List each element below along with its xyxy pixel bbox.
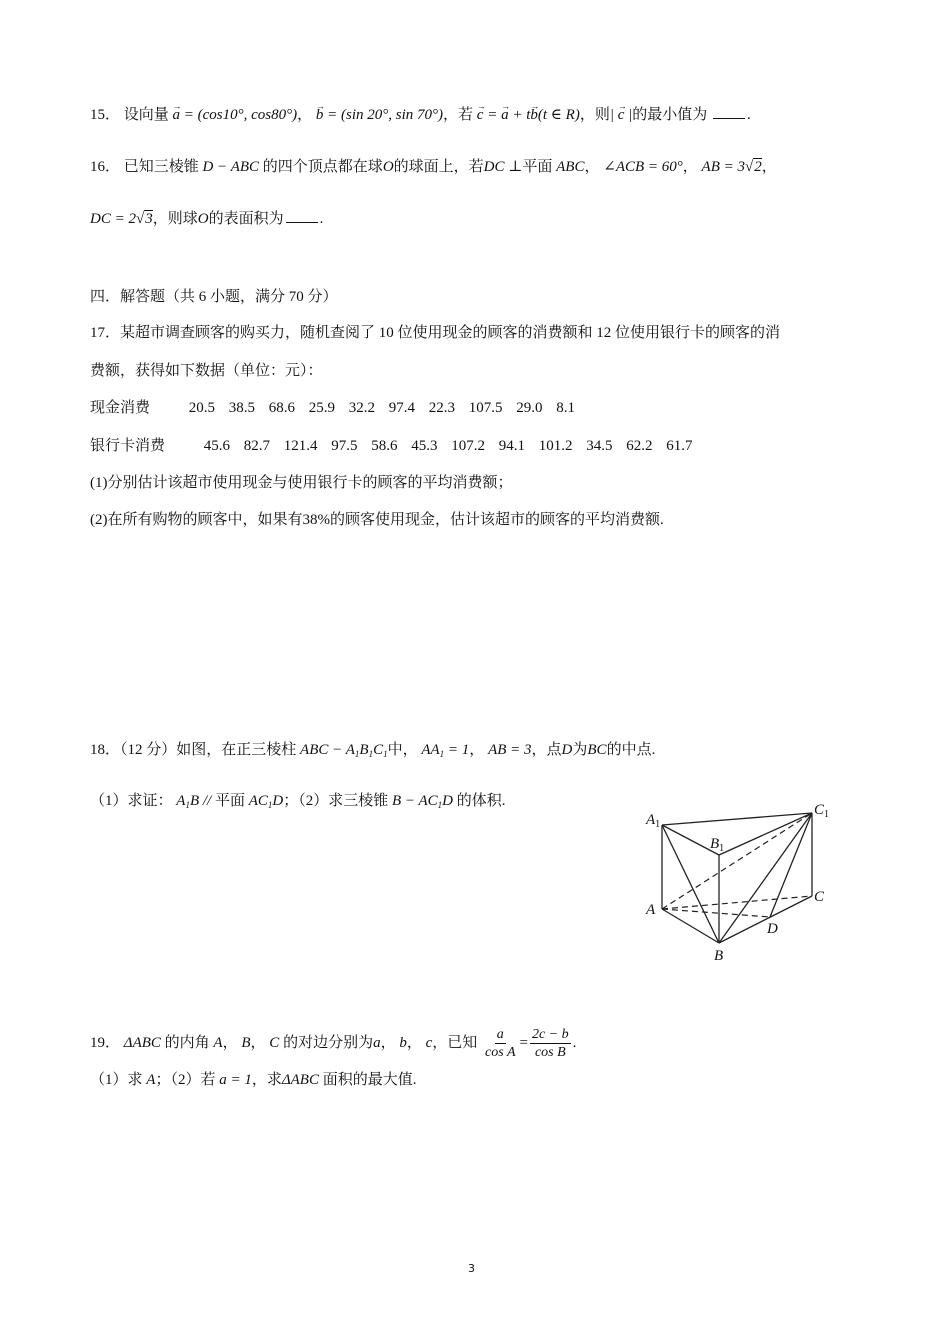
q16-sep: ， (682, 159, 698, 175)
q17-part1: (1)分别估计该超市使用现金与使用银行卡的顾客的平均消费额； (90, 475, 513, 491)
q18-text: 中， (387, 742, 418, 758)
card-value: 61.7 (666, 438, 693, 454)
cash-value: 8.1 (556, 400, 575, 416)
q15-sep: ，若 (443, 107, 474, 123)
q16-sep: ， (761, 159, 777, 175)
q18-pyr: $B - AC_1D$ (391, 793, 454, 810)
cash-value: 97.4 (388, 400, 415, 416)
q16-text: 已知三棱锥 (123, 159, 199, 175)
q18-d: D (561, 742, 573, 758)
label-c: C (814, 889, 825, 905)
q16-text: 的球面上，若 (393, 159, 484, 175)
q16-text: 平面 (522, 159, 553, 175)
answer-blank[interactable] (286, 208, 318, 223)
q19-part2: ；（2）若 (155, 1072, 216, 1088)
label-b: B (714, 948, 724, 964)
q18-text: 平面 (214, 793, 245, 809)
q19-sep: ， (380, 1035, 396, 1051)
cash-value: 38.5 (228, 400, 255, 416)
card-value: 58.6 (371, 438, 398, 454)
q19-sep: ， (222, 1035, 238, 1051)
q15-sep: ， (297, 107, 313, 123)
q16-angle: ∠ACB = 60° (603, 159, 683, 175)
q17-line1: 17．某超市调查顾客的购买力，随机查阅了 10 位使用现金的顾客的消费额和 12 位使用银行卡的顾客的消 (90, 325, 781, 341)
cash-value: 20.5 (188, 400, 215, 416)
q15-prefix: 设向量 (123, 107, 169, 123)
q15-end: . (747, 107, 751, 123)
card-value: 97.5 (331, 438, 358, 454)
q18-text: 如图，在正三棱柱 (176, 742, 297, 758)
card-value: 121.4 (283, 438, 318, 454)
q16-sep: ， (584, 159, 600, 175)
q15-sep: ，则 (579, 107, 610, 123)
q19-text: ，求 (251, 1072, 282, 1088)
equals-sign: = (519, 1035, 528, 1051)
cash-value: 32.2 (348, 400, 375, 416)
q19-sep: ， (250, 1035, 266, 1051)
q16-text: 的四个顶点都在球 (262, 159, 383, 175)
question-19-parts (90, 1070, 417, 1090)
q16-end: . (319, 211, 324, 227)
q15-vector-c: → c = → a + t→ b(t ∈ R) (477, 107, 580, 123)
q18-text: 为 (572, 742, 588, 758)
fraction-a-over-cosA: $\frac{a}{\text{cos A}}$ (485, 1027, 516, 1061)
q18-aa1: $AA_1 = 1$ (421, 742, 470, 759)
question-19 (90, 1025, 576, 1061)
q19-cond: a = 1 (219, 1072, 252, 1088)
label-a1: $A_1$ (646, 812, 661, 830)
q16-text: 的表面积为 (208, 211, 284, 227)
q19-text: 的对边分别为 (283, 1035, 374, 1051)
q17-line2: 费额，获得如下数据（单位：元）： (90, 363, 323, 379)
question-16-cont (90, 208, 323, 229)
q16-perp: DC ⊥ (483, 159, 523, 175)
q19-var: A (146, 1072, 156, 1088)
q18-number: 18． (90, 742, 121, 758)
q16-plane: ABC (556, 159, 585, 175)
card-value: 45.3 (411, 438, 438, 454)
question-18 (90, 740, 655, 764)
q16-sphere: O (382, 159, 394, 175)
q16-dc: DC = 2√3 (90, 211, 153, 227)
q18-bc: BC (587, 742, 607, 758)
q19-sep: ， (406, 1035, 422, 1051)
q18-score: （12 分） (120, 742, 177, 758)
q18-ab: AB = 3 (488, 742, 532, 758)
q16-text: ，则球 (152, 211, 198, 227)
question-16 (90, 157, 777, 177)
q19-number: 19． (90, 1035, 121, 1051)
q19-var: c (425, 1035, 433, 1051)
q15-vector-a: → a = (cos10°, cos80°) (173, 107, 298, 123)
q16-number: 16． (90, 159, 121, 175)
q15-vector-b: → b = (sin 20°, sin 70°) (316, 107, 443, 123)
q19-var: C (269, 1035, 280, 1051)
answer-blank[interactable] (713, 104, 745, 119)
label-c1: $C_1$ (814, 802, 830, 820)
prism-figure (630, 790, 840, 970)
label-b1: $B_1$ (710, 836, 725, 854)
card-value: 62.2 (626, 438, 653, 454)
q15-abs-c: | → c | (610, 107, 632, 123)
section-4-title: 四．解答题（共 6 小题，满分 70 分） (90, 289, 338, 305)
question-18-parts (90, 791, 506, 815)
q19-text: 面积的最大值. (322, 1072, 417, 1088)
q18-part2-label: ；（2）求三棱锥 (283, 793, 389, 809)
card-row (90, 436, 703, 456)
q19-text: ，已知 (432, 1035, 478, 1051)
q15-number: 15． (90, 107, 121, 123)
cash-row (90, 398, 585, 418)
q19-var: a (373, 1035, 381, 1051)
q19-end: . (572, 1035, 577, 1051)
card-label: 银行卡消费 (90, 438, 166, 454)
card-value: 94.1 (498, 438, 525, 454)
q16-pyramid: D − ABC (202, 159, 260, 175)
q17-part2: (2)在所有购物的顾客中，如果有38%的顾客使用现金，估计该超市的顾客的平均消费额. (90, 512, 664, 528)
q18-prism: ABC − $A_1B_1C_1$ (300, 742, 388, 759)
fraction-2c-b-over-cosB: $\frac{2c - b}{\text{cos B}}$ (531, 1027, 569, 1061)
q19-var: b (399, 1035, 407, 1051)
q19-var: B (241, 1035, 251, 1051)
cash-value: 29.0 (516, 400, 543, 416)
q18-text: ，点 (531, 742, 562, 758)
card-value: 82.7 (243, 438, 270, 454)
cash-value: 107.5 (468, 400, 503, 416)
card-value: 101.2 (538, 438, 573, 454)
card-value: 34.5 (586, 438, 613, 454)
q15-suffix: 的最小值为 (632, 107, 708, 123)
label-d: D (767, 921, 778, 937)
q19-triangle: ΔABC (281, 1072, 319, 1088)
q18-sep: ， (469, 742, 485, 758)
page-number: 3 (468, 1262, 475, 1275)
cash-label: 现金消费 (90, 400, 151, 416)
q16-sphere: O (197, 211, 209, 227)
card-value: 45.6 (203, 438, 230, 454)
q19-var: A (213, 1035, 223, 1051)
q18-part1-label: （1）求证： (90, 793, 173, 809)
q18-text: 的中点. (606, 742, 656, 758)
card-value: 107.2 (451, 438, 485, 454)
q18-text: 的体积. (456, 793, 506, 809)
q18-ac1d: $AC_1D$ (248, 793, 284, 810)
cash-value: 22.3 (428, 400, 455, 416)
q19-triangle: ΔABC (123, 1035, 161, 1051)
question-15 (90, 104, 751, 125)
q19-text: 的内角 (164, 1035, 210, 1051)
label-a: A (646, 902, 656, 918)
cash-value: 25.9 (308, 400, 335, 416)
q16-ab: AB = 3√2 (701, 159, 762, 175)
cash-value: 68.6 (268, 400, 295, 416)
q19-part1: （1）求 (90, 1072, 143, 1088)
q18-a1b: $A_1B$ // (176, 793, 215, 810)
